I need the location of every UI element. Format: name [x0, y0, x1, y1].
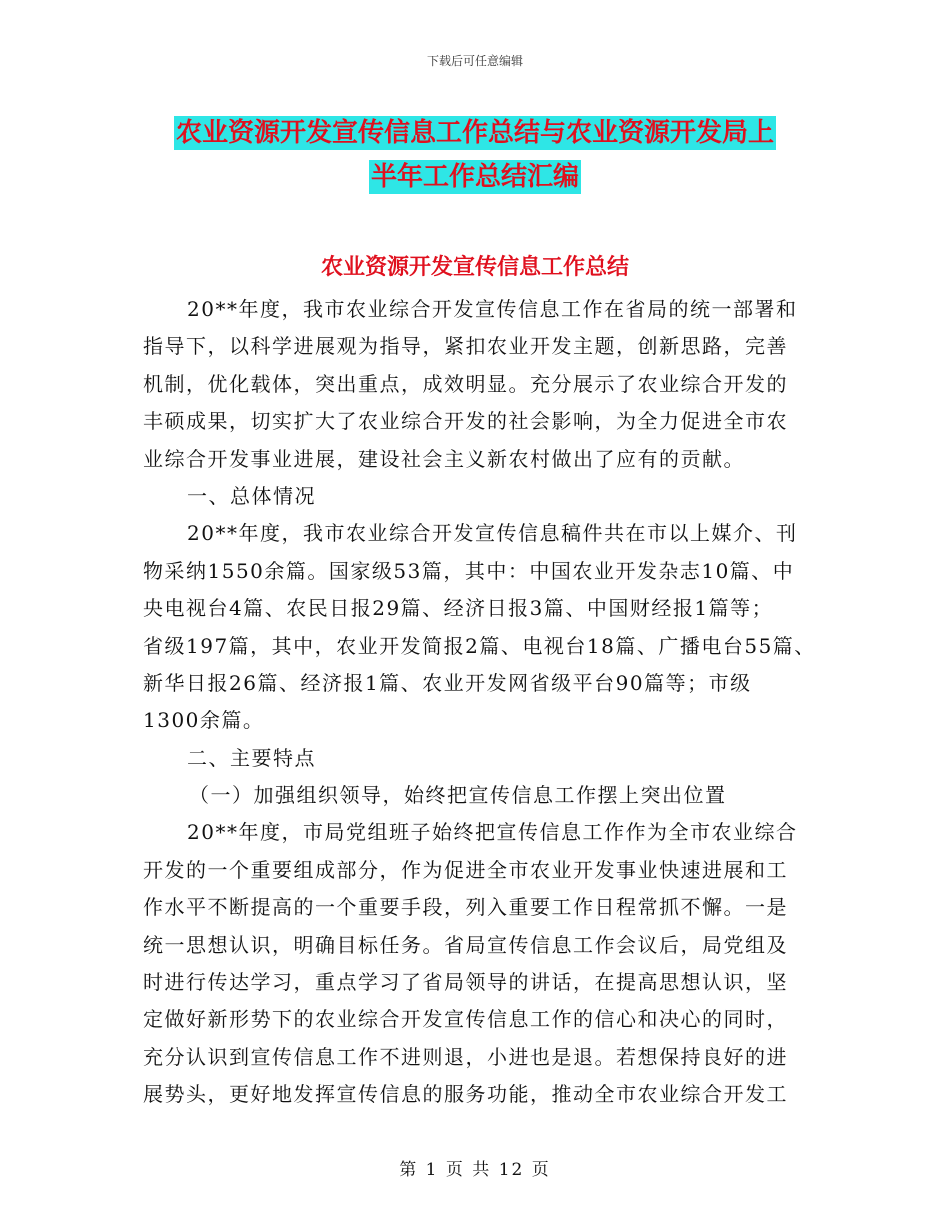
body-line: 1300余篇。: [143, 708, 265, 733]
main-title-line-2: [0, 156, 950, 193]
body-line: 作水平不断提高的一个重要手段，列入重要工作日程常抓不懈。一是: [143, 895, 788, 920]
body-line: 20**年度，我市农业综合开发宣传信息稿件共在市以上媒介、刊: [187, 521, 798, 546]
body-line: 统一思想认识，明确目标任务。省局宣传信息工作会议后，局党组及: [143, 932, 788, 957]
body-line: 开发的一个重要组成部分，作为促进全市农业开发事业快速进展和工: [143, 857, 788, 882]
body-line: 20**年度，市局党组班子始终把宣传信息工作作为全市农业综合: [187, 820, 798, 845]
heading-features: 二、主要特点: [187, 745, 316, 770]
heading-overview: 一、总体情况: [187, 483, 316, 508]
page-footer: 第 1 页 共 12 页: [399, 1160, 551, 1180]
body-line: 物采纳1550余篇。国家级53篇，其中：中国农业开发杂志10篇、中: [143, 558, 795, 583]
body-line: 业综合开发事业进展，建设社会主义新农村做出了应有的贡献。: [143, 446, 745, 471]
body-line: 定做好新形势下的农业综合开发宣传信息工作的信心和决心的同时，: [143, 1007, 788, 1032]
main-title-line-1-text: 农业资源开发宣传信息工作总结与农业资源开发局上: [175, 118, 774, 148]
body-line: 省级197篇，其中，农业开发简报2篇、电视台18篇、广播电台55篇、: [143, 633, 816, 658]
main-title-line-2-text: 半年工作总结汇编: [370, 162, 579, 192]
body-line: 机制，优化载体，突出重点，成效明显。充分展示了农业综合开发的: [143, 371, 788, 396]
section-title: 农业资源开发宣传信息工作总结: [320, 255, 629, 280]
body-line: 新华日报26篇、经济报1篇、农业开发网省级平台90篇等；市级: [143, 670, 752, 695]
body-line: 时进行传达学习，重点学习了省局领导的讲话，在提高思想认识，坚: [143, 970, 788, 995]
body-line: 展势头，更好地发挥宣传信息的服务功能，推动全市农业综合开发工: [143, 1082, 788, 1107]
subheading-leadership: （一）加强组织领导，始终把宣传信息工作摆上突出位置: [189, 783, 727, 808]
body-text: [143, 291, 833, 1114]
body-line: 央电视台4篇、农民日报29篇、经济日报3篇、中国财经报1篇等；: [143, 596, 774, 621]
body-line: 充分认识到宣传信息工作不进则退，小进也是退。若想保持良好的进: [143, 1044, 788, 1069]
body-line: 20**年度，我市农业综合开发宣传信息工作在省局的统一部署和: [187, 297, 798, 321]
body-line: 指导下，以科学进展观为指导，紧扣农业开发主题，创新思路，完善: [143, 334, 788, 359]
main-title-line-1: [0, 112, 950, 149]
body-line: 丰硕成果，切实扩大了农业综合开发的社会影响，为全力促进全市农: [143, 409, 788, 434]
header-note: 下载后可任意编辑: [426, 54, 523, 68]
